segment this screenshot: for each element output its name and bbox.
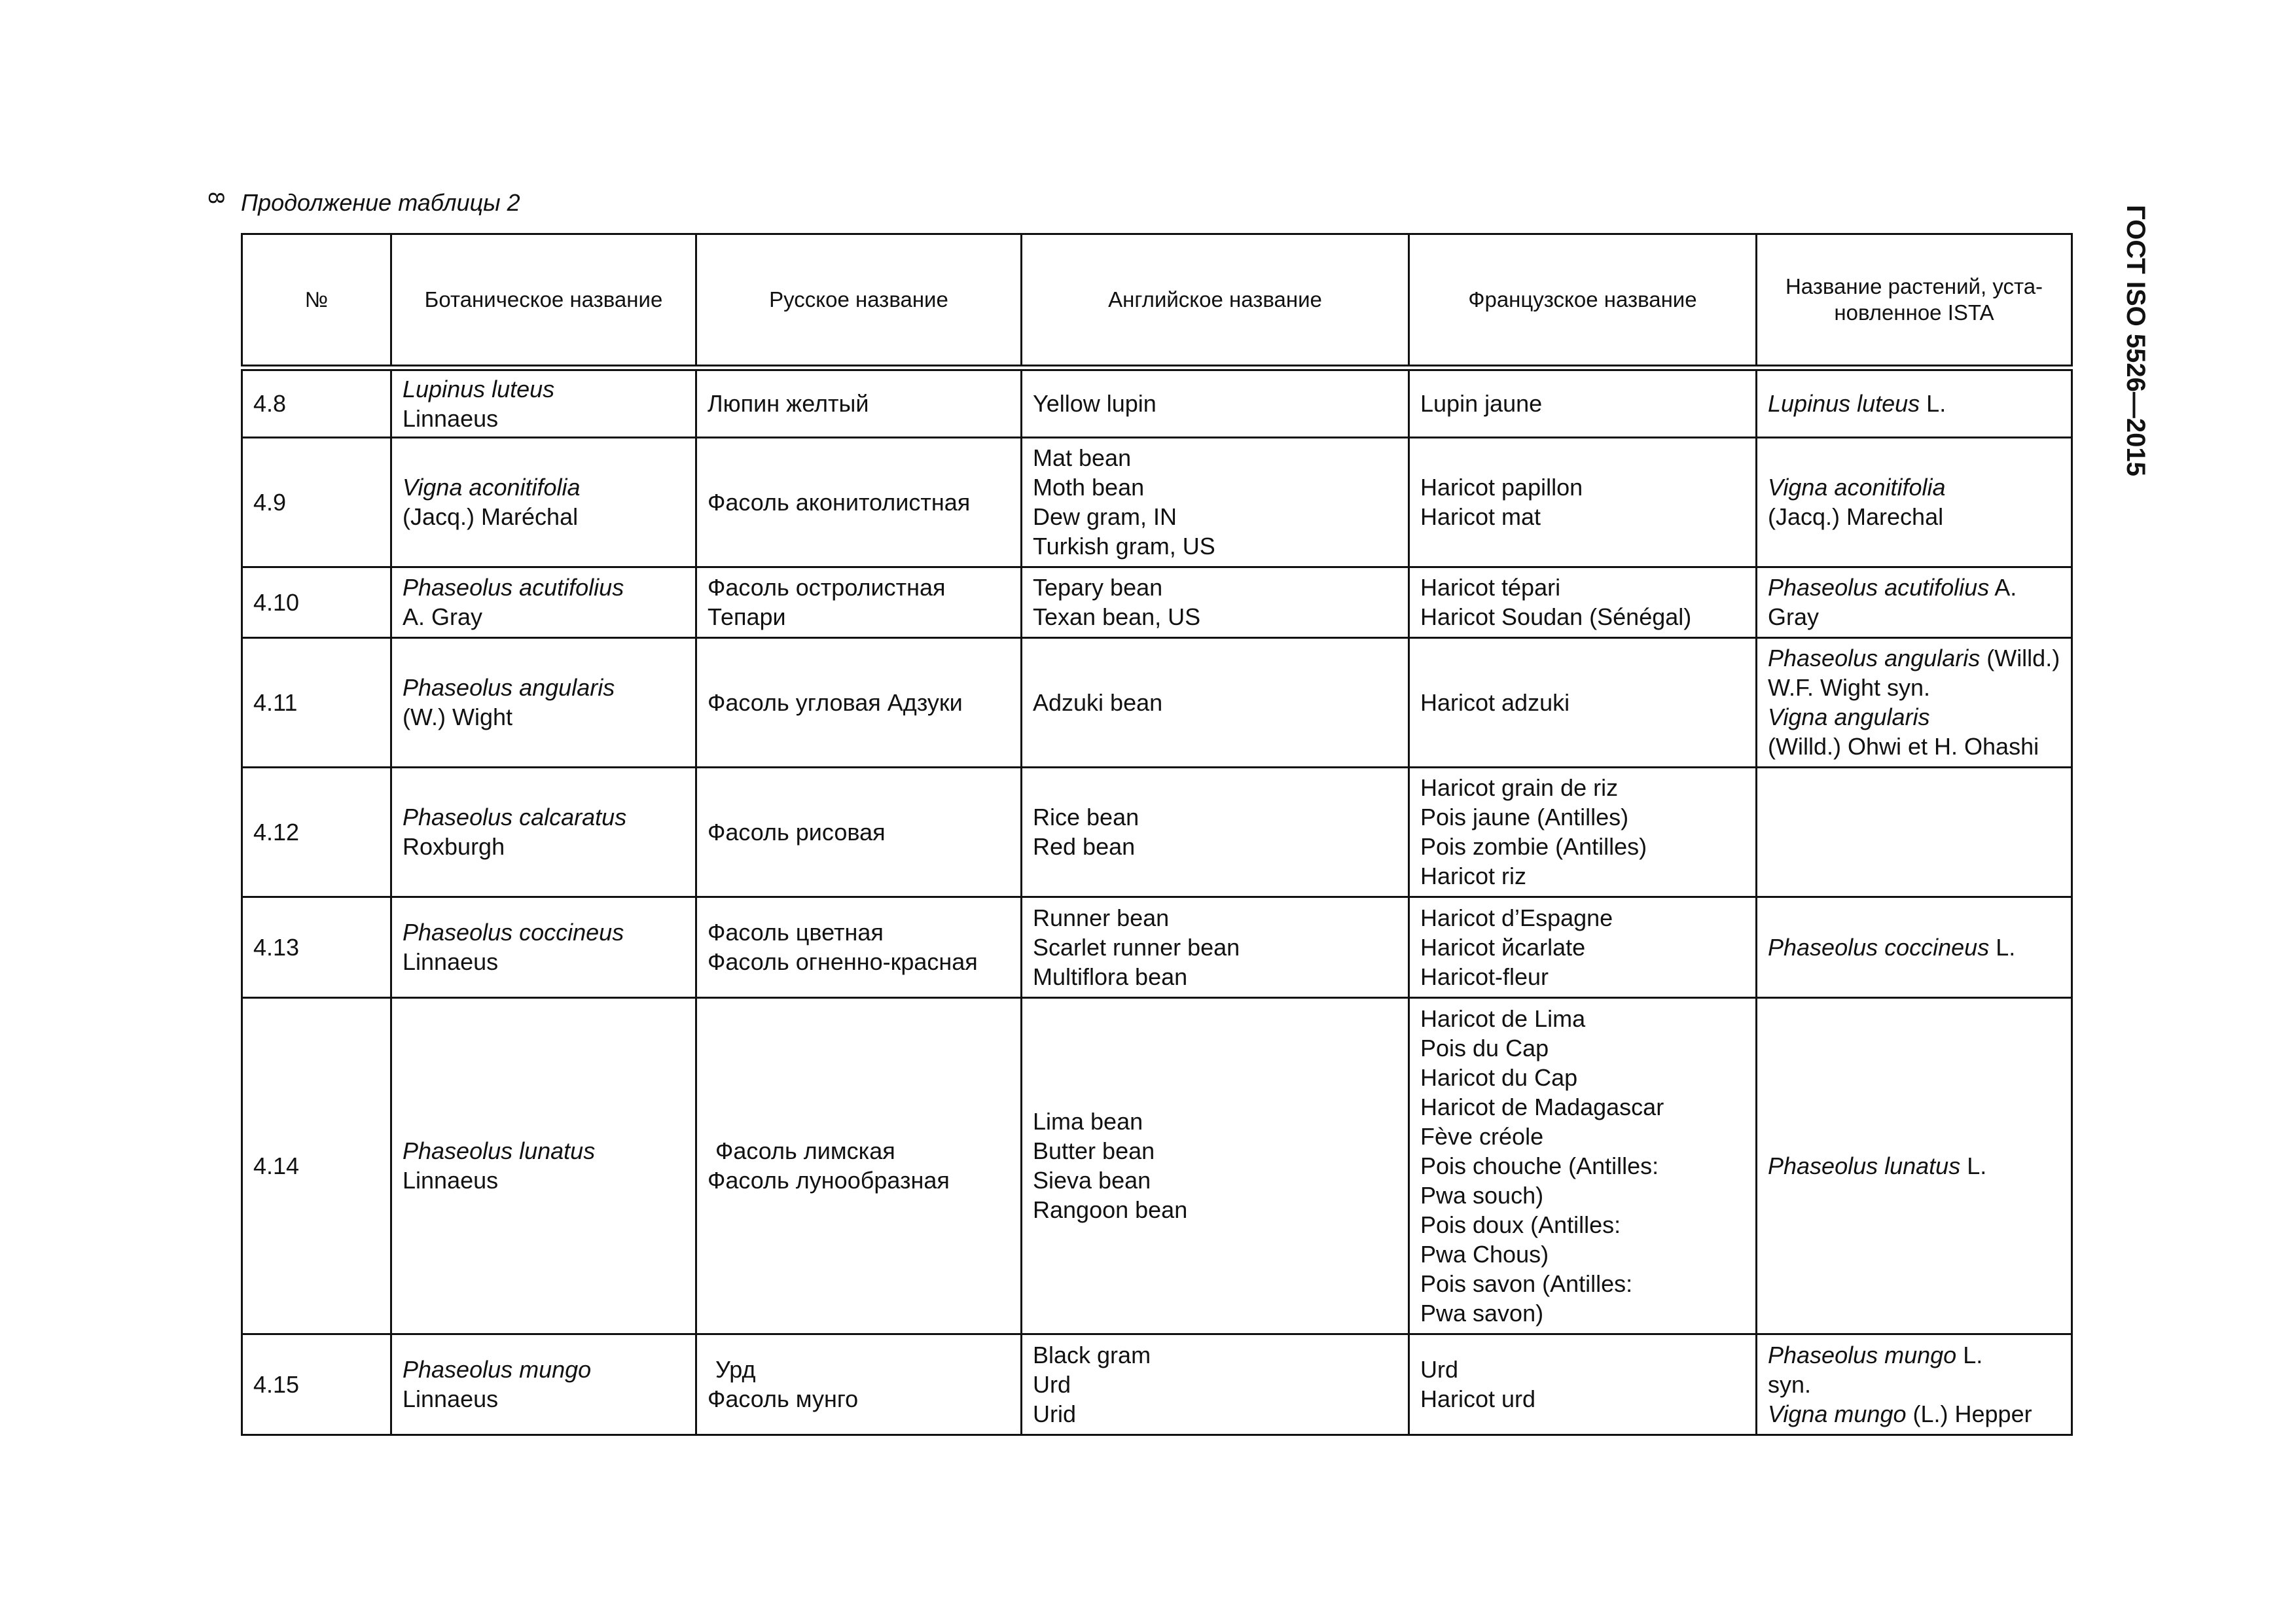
ista-line (1768, 389, 2060, 418)
cell-russian (696, 1334, 1022, 1435)
russian-name: Фасоль цветная (708, 919, 884, 946)
table-row (242, 997, 2072, 1334)
botanical-author: (W.) Wight (403, 704, 512, 730)
ista-line (1768, 643, 2060, 673)
cell-num: 4.13 (242, 897, 391, 997)
french-name: Urd (1420, 1356, 1459, 1383)
cell-num: 4.9 (242, 437, 391, 567)
table-row (242, 897, 2072, 997)
cell-num: 4.10 (242, 567, 391, 637)
english-name: Rangoon bean (1033, 1196, 1188, 1223)
ista-italic: Phaseolus lunatus (1768, 1152, 1961, 1179)
ista-line: syn. (1768, 1370, 1812, 1398)
cell-russian (696, 567, 1022, 637)
english-name: Texan bean, US (1033, 603, 1201, 630)
botanical-name: Vigna aconitifolia (403, 474, 581, 501)
ista-line (1768, 1151, 2060, 1181)
cell-botanical (391, 767, 696, 897)
russian-name: Фасоль аконитолистная (708, 488, 971, 516)
cell-num: 4.15 (242, 1334, 391, 1435)
english-name: Mat bean (1033, 444, 1132, 471)
russian-name: Фасоль мунго (708, 1385, 859, 1412)
cell-russian (696, 997, 1022, 1334)
species-table (241, 233, 2073, 1436)
cell-ista (1757, 1334, 2072, 1435)
ista-line (1768, 1340, 2060, 1370)
french-name: Haricot grain de riz (1420, 774, 1619, 801)
cell-russian (696, 368, 1022, 437)
english-name: Yellow lupin (1033, 390, 1157, 418)
french-name: Haricot urd (1420, 1385, 1536, 1412)
french-name: Haricot йcarlate (1420, 933, 1586, 961)
ista-line (1768, 573, 2060, 602)
cell-french (1409, 567, 1757, 637)
english-name: Red bean (1033, 833, 1136, 860)
cell-french (1409, 997, 1757, 1334)
cell-russian (696, 897, 1022, 997)
header-ista (1757, 234, 2072, 368)
cell-english (1022, 767, 1409, 897)
french-name: Haricot-fleur (1420, 963, 1549, 990)
french-name: Fève créole (1420, 1122, 1544, 1150)
russian-name: Фасоль огненно-красная (708, 948, 978, 975)
ista-italic: Vigna angularis (1768, 704, 1930, 730)
ista-rest: L. (1989, 933, 2016, 961)
botanical-author: Roxburgh (403, 833, 505, 860)
english-name: Butter bean (1033, 1137, 1155, 1164)
botanical-author: A. Gray (403, 603, 483, 630)
cell-french (1409, 767, 1757, 897)
header-num: № (242, 234, 391, 368)
cell-english (1022, 897, 1409, 997)
french-name: Haricot d’Espagne (1420, 904, 1613, 931)
ista-italic: Phaseolus coccineus (1768, 933, 1990, 961)
cell-french (1409, 1334, 1757, 1435)
english-name: Tepary bean (1033, 574, 1163, 601)
french-name: Pwa savon) (1420, 1299, 1544, 1327)
french-name: Lupin jaune (1420, 390, 1543, 418)
french-name: Pois savon (Antilles: (1420, 1270, 1633, 1297)
header-french: Французское название (1409, 234, 1757, 368)
header-english: Английское название (1022, 234, 1409, 368)
french-name: Pwa souch) (1420, 1181, 1544, 1209)
ista-line: (Willd.) Ohwi et H. Ohashi (1768, 733, 2039, 760)
ista-rest: L. (1920, 390, 1946, 418)
english-name: Black gram (1033, 1341, 1151, 1368)
cell-ista (1757, 997, 2072, 1334)
ista-rest: (L.) Hepper (1906, 1400, 2032, 1427)
cell-num: 4.12 (242, 767, 391, 897)
ista-rest: L. (1960, 1152, 1987, 1179)
russian-name: Фасоль лимская (715, 1137, 895, 1164)
english-name: Sieva bean (1033, 1167, 1151, 1194)
cell-num: 4.14 (242, 997, 391, 1334)
french-name: Haricot papillon (1420, 474, 1583, 501)
english-name: Dew gram, IN (1033, 503, 1177, 530)
cell-botanical (391, 1334, 696, 1435)
header-botanical: Ботаническое название (391, 234, 696, 368)
ista-italic: Phaseolus mungo (1768, 1341, 1957, 1368)
table-row (242, 437, 2072, 567)
ista-italic: Vigna mungo (1768, 1400, 1907, 1427)
botanical-name: Phaseolus acutifolius (403, 574, 624, 601)
cell-russian (696, 637, 1022, 767)
cell-num: 4.11 (242, 637, 391, 767)
french-name: Pois du Cap (1420, 1034, 1549, 1061)
french-name: Pois doux (Antilles: (1420, 1211, 1621, 1238)
french-name: Pois zombie (Antilles) (1420, 833, 1647, 860)
french-name: Pois jaune (Antilles) (1420, 804, 1629, 830)
ista-rest: A. (1989, 574, 2017, 601)
table-row (242, 368, 2072, 437)
french-name: Haricot du Cap (1420, 1063, 1578, 1091)
botanical-name: Phaseolus lunatus (403, 1137, 596, 1164)
cell-english (1022, 637, 1409, 767)
header-russian: Русское название (696, 234, 1022, 368)
cell-ista (1757, 437, 2072, 567)
russian-name: Фасоль угловая Адзуки (708, 688, 963, 716)
french-name: Pois chouche (Antilles: (1420, 1152, 1659, 1179)
ista-italic: Phaseolus acutifolius (1768, 574, 1990, 601)
cell-english (1022, 368, 1409, 437)
table-row (242, 1334, 2072, 1435)
document-id-text: ГОСТ ISO 5526—2015 (2121, 204, 2150, 476)
english-name: Multiflora bean (1033, 963, 1188, 990)
cell-botanical (391, 437, 696, 567)
cell-english (1022, 1334, 1409, 1435)
french-name: Haricot tépari (1420, 574, 1561, 601)
header-row (242, 234, 2072, 368)
russian-name: Люпин желтый (708, 390, 869, 418)
english-name: Lima bean (1033, 1108, 1143, 1135)
english-name: Runner bean (1033, 904, 1170, 931)
cell-ista (1757, 897, 2072, 997)
header-ista-line: Название растений, уста- (1785, 274, 2043, 298)
ista-line: Gray (1768, 603, 1820, 630)
header-ista-line: новленное ISTA (1834, 300, 1994, 325)
document-id (2119, 196, 2151, 484)
ista-line (1768, 1399, 2060, 1429)
botanical-name: Phaseolus mungo (403, 1356, 592, 1383)
french-name: Haricot riz (1420, 863, 1527, 889)
russian-name: Фасоль остролистная (708, 574, 946, 601)
ista-italic: Phaseolus angularis (1768, 645, 1981, 671)
english-name: Urd (1033, 1370, 1071, 1398)
ista-line: W.F. Wight syn. (1768, 674, 1931, 701)
ista-line (1768, 933, 2060, 962)
french-name: Haricot adzuki (1420, 688, 1570, 716)
botanical-author: Linnaeus (403, 948, 499, 975)
cell-botanical (391, 368, 696, 437)
cell-english (1022, 997, 1409, 1334)
table-row (242, 567, 2072, 637)
botanical-name: Phaseolus angularis (403, 674, 615, 701)
table-row (242, 767, 2072, 897)
ista-rest: (Willd.) (1980, 645, 2060, 671)
table-row (242, 637, 2072, 767)
cell-botanical (391, 637, 696, 767)
french-name: Haricot de Lima (1420, 1005, 1586, 1032)
cell-ista (1757, 368, 2072, 437)
cell-french (1409, 437, 1757, 567)
cell-botanical (391, 567, 696, 637)
table-caption: Продолжение таблицы 2 (241, 189, 520, 216)
cell-num: 4.8 (242, 368, 391, 437)
cell-ista (1757, 567, 2072, 637)
english-name: Urid (1033, 1400, 1077, 1427)
botanical-author: (Jacq.) Maréchal (403, 503, 579, 530)
ista-rest: L. (1956, 1341, 1983, 1368)
french-name: Haricot mat (1420, 503, 1541, 530)
cell-english (1022, 567, 1409, 637)
ista-line: (Jacq.) Marechal (1768, 503, 1944, 530)
russian-name: Урд (715, 1356, 756, 1383)
russian-name: Тепари (708, 603, 786, 630)
russian-name: Фасоль рисовая (708, 818, 886, 846)
english-name: Scarlet runner bean (1033, 933, 1240, 961)
botanical-author: Linnaeus (403, 1167, 499, 1194)
cell-french (1409, 637, 1757, 767)
english-name: Rice bean (1033, 804, 1139, 830)
english-name: Moth bean (1033, 474, 1145, 501)
botanical-name: Phaseolus coccineus (403, 919, 624, 946)
botanical-name: Phaseolus calcaratus (403, 804, 627, 830)
french-name: Haricot Soudan (Sénégal) (1420, 603, 1692, 630)
cell-botanical (391, 997, 696, 1334)
botanical-name: Lupinus luteus (403, 375, 555, 402)
cell-russian (696, 767, 1022, 897)
ista-italic: Lupinus luteus (1768, 390, 1920, 418)
cell-french (1409, 368, 1757, 437)
botanical-author: Linnaeus (403, 404, 499, 432)
cell-russian (696, 437, 1022, 567)
cell-botanical (391, 897, 696, 997)
page-number: 8 (204, 192, 228, 204)
english-name: Adzuki bean (1033, 688, 1163, 716)
cell-ista (1757, 767, 2072, 897)
ista-italic: Vigna aconitifolia (1768, 474, 1946, 501)
russian-name: Фасоль лунообразная (708, 1167, 950, 1194)
botanical-author: Linnaeus (403, 1385, 499, 1412)
english-name: Turkish gram, US (1033, 533, 1215, 560)
cell-ista (1757, 637, 2072, 767)
cell-english (1022, 437, 1409, 567)
french-name: Pwa Chous) (1420, 1240, 1549, 1268)
cell-french (1409, 897, 1757, 997)
french-name: Haricot de Madagascar (1420, 1093, 1664, 1120)
